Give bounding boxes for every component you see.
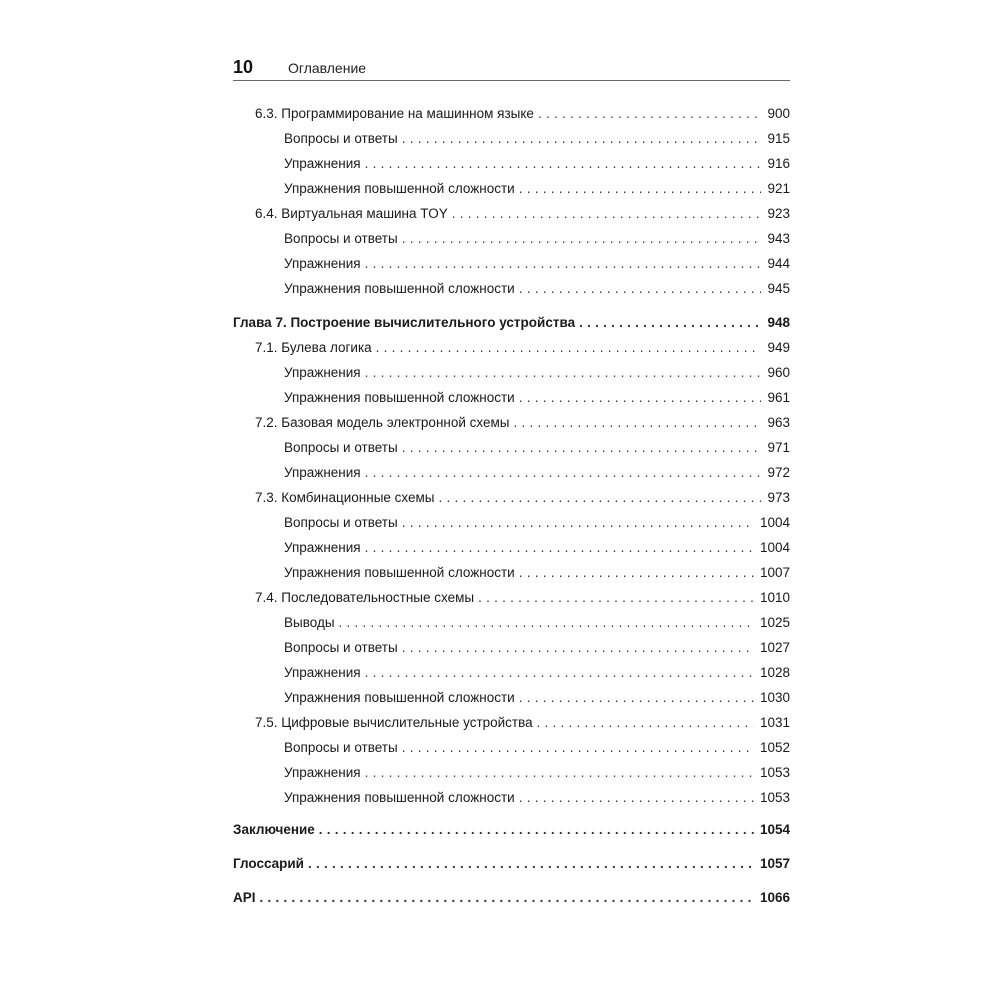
dot-leader — [519, 789, 754, 807]
toc-section-entry[interactable] — [233, 714, 790, 732]
toc-entry-title: Вопросы и ответы — [284, 640, 398, 655]
toc-entry-page: 948 — [767, 315, 790, 330]
toc-entry-page: 1052 — [759, 740, 790, 755]
toc-entry-title: 7.2. Базовая модель электронной схемы — [255, 415, 510, 430]
dot-leader — [537, 714, 754, 732]
dot-leader — [319, 821, 754, 839]
dot-leader — [365, 364, 762, 382]
toc-entry-page: 1057 — [759, 856, 790, 871]
toc-entry-page: 944 — [767, 256, 790, 271]
toc-entry-title: Вопросы и ответы — [284, 515, 398, 530]
toc-entry-title: Вопросы и ответы — [284, 131, 398, 146]
toc-entry-title: Упражнения — [284, 256, 361, 271]
toc-chapter-entry[interactable] — [233, 314, 790, 332]
toc-entry-title: Вопросы и ответы — [284, 440, 398, 455]
toc-entry-title: Заключение — [233, 822, 315, 837]
running-header — [233, 56, 790, 81]
dot-leader — [365, 539, 754, 557]
toc-entry-title: 7.4. Последовательностные схемы — [255, 590, 475, 605]
toc-subsection-entry[interactable] — [233, 280, 790, 298]
dot-leader — [452, 205, 762, 223]
toc-entry-title: Упражнения повышенной сложности — [284, 565, 515, 580]
dot-leader — [376, 339, 762, 357]
toc-entry-page: 1028 — [759, 665, 790, 680]
toc-subsection-entry[interactable] — [233, 739, 790, 757]
toc-section-entry[interactable] — [233, 489, 790, 507]
toc-chapter-entry[interactable] — [233, 855, 790, 873]
toc-entry-page: 900 — [767, 106, 790, 121]
dot-leader — [519, 180, 762, 198]
dot-leader — [402, 514, 754, 532]
toc-subsection-entry[interactable] — [233, 514, 790, 532]
toc-subsection-entry[interactable] — [233, 464, 790, 482]
toc-entry-page: 943 — [767, 231, 790, 246]
dot-leader — [339, 614, 754, 632]
toc-subsection-entry[interactable] — [233, 689, 790, 707]
toc-entry-title: 6.3. Программирование на машинном языке — [255, 106, 534, 121]
toc-entry-page: 923 — [767, 206, 790, 221]
toc-subsection-entry[interactable] — [233, 364, 790, 382]
toc-entry-page: 961 — [767, 390, 790, 405]
toc-subsection-entry[interactable] — [233, 764, 790, 782]
toc-entry-title: Упражнения — [284, 465, 361, 480]
toc-entry-title: Упражнения повышенной сложности — [284, 690, 515, 705]
toc-subsection-entry[interactable] — [233, 255, 790, 273]
dot-leader — [402, 439, 762, 457]
dot-leader — [519, 564, 754, 582]
toc-entry-page: 1010 — [759, 590, 790, 605]
dot-leader — [514, 414, 762, 432]
toc-entry-page: 1027 — [759, 640, 790, 655]
toc-entry-page: 963 — [767, 415, 790, 430]
toc-section-entry[interactable] — [233, 414, 790, 432]
toc-entry-title: 7.5. Цифровые вычислительные устройства — [255, 715, 533, 730]
toc-subsection-entry[interactable] — [233, 639, 790, 657]
toc-entry-page: 916 — [767, 156, 790, 171]
toc-entry-page: 972 — [767, 465, 790, 480]
toc-entry-page: 945 — [767, 281, 790, 296]
toc-entry-page: 1054 — [759, 822, 790, 837]
toc-subsection-entry[interactable] — [233, 155, 790, 173]
toc-subsection-entry[interactable] — [233, 564, 790, 582]
toc-entry-page: 949 — [767, 340, 790, 355]
dot-leader — [519, 280, 762, 298]
dot-leader — [538, 105, 762, 123]
toc-section-entry[interactable] — [233, 589, 790, 607]
toc-entry-page: 1004 — [759, 515, 790, 530]
toc-entry-page: 960 — [767, 365, 790, 380]
toc-entry-title: Упражнения повышенной сложности — [284, 181, 515, 196]
toc-section-entry[interactable] — [233, 339, 790, 357]
toc-entry-title: Вопросы и ответы — [284, 231, 398, 246]
dot-leader — [402, 639, 754, 657]
dot-leader — [402, 130, 762, 148]
dot-leader — [365, 255, 762, 273]
toc-entry-page: 973 — [767, 490, 790, 505]
toc-entry-title: Выводы — [284, 615, 335, 630]
toc-subsection-entry[interactable] — [233, 389, 790, 407]
dot-leader — [478, 589, 754, 607]
toc-subsection-entry[interactable] — [233, 664, 790, 682]
toc-entry-title: Упражнения повышенной сложности — [284, 790, 515, 805]
dot-leader — [365, 764, 754, 782]
toc-chapter-entry[interactable] — [233, 889, 790, 907]
toc-entry-page: 1004 — [759, 540, 790, 555]
toc-entry-page: 915 — [767, 131, 790, 146]
toc-entry-title: Упражнения повышенной сложности — [284, 390, 515, 405]
dot-leader — [519, 389, 762, 407]
toc-entry-title: Глоссарий — [233, 856, 304, 871]
toc-entry-page: 1031 — [759, 715, 790, 730]
dot-leader — [439, 489, 762, 507]
toc-subsection-entry[interactable] — [233, 439, 790, 457]
toc-entry-page: 1007 — [759, 565, 790, 580]
page-number: 10 — [233, 57, 254, 77]
toc-entry-title: Упражнения — [284, 156, 361, 171]
toc-section-entry[interactable] — [233, 205, 790, 223]
toc-entry-title: Упражнения — [284, 665, 361, 680]
toc-section-entry[interactable] — [233, 105, 790, 123]
toc-entry-title: Упражнения повышенной сложности — [284, 281, 515, 296]
toc-entry-title: Упражнения — [284, 540, 361, 555]
toc-entry-page: 1053 — [759, 765, 790, 780]
dot-leader — [402, 739, 754, 757]
toc-entry-title: 7.1. Булева логика — [255, 340, 372, 355]
toc-entry-page: 1053 — [759, 790, 790, 805]
toc-entry-title: Глава 7. Построение вычислительного устройства — [233, 315, 576, 330]
toc-entry-title: 7.3. Комбинационные схемы — [255, 490, 435, 505]
dot-leader — [402, 230, 762, 248]
dot-leader — [260, 889, 754, 907]
toc-subsection-entry[interactable] — [233, 789, 790, 807]
dot-leader — [365, 664, 754, 682]
dot-leader — [308, 855, 754, 873]
toc-chapter-entry[interactable] — [233, 821, 790, 839]
running-title: Оглавление — [288, 60, 367, 76]
dot-leader — [365, 155, 762, 173]
toc-entry-page: 1030 — [759, 690, 790, 705]
toc-entry-page: 1066 — [759, 890, 790, 905]
toc-entry-title: 6.4. Виртуальная машина TOY — [255, 206, 448, 221]
toc-entry-title: Упражнения — [284, 365, 361, 380]
dot-leader — [365, 464, 762, 482]
toc-subsection-entry[interactable] — [233, 130, 790, 148]
toc-entry-page: 971 — [767, 440, 790, 455]
toc-subsection-entry[interactable] — [233, 539, 790, 557]
toc-entry-page: 921 — [767, 181, 790, 196]
toc-entry-title: Упражнения — [284, 765, 361, 780]
dot-leader — [579, 314, 761, 332]
toc-entry-title: API — [233, 890, 256, 905]
toc-subsection-entry[interactable] — [233, 230, 790, 248]
dot-leader — [519, 689, 754, 707]
toc-entry-title: Вопросы и ответы — [284, 740, 398, 755]
toc-subsection-entry[interactable] — [233, 180, 790, 198]
toc-entry-page: 1025 — [759, 615, 790, 630]
toc-subsection-entry[interactable] — [233, 614, 790, 632]
